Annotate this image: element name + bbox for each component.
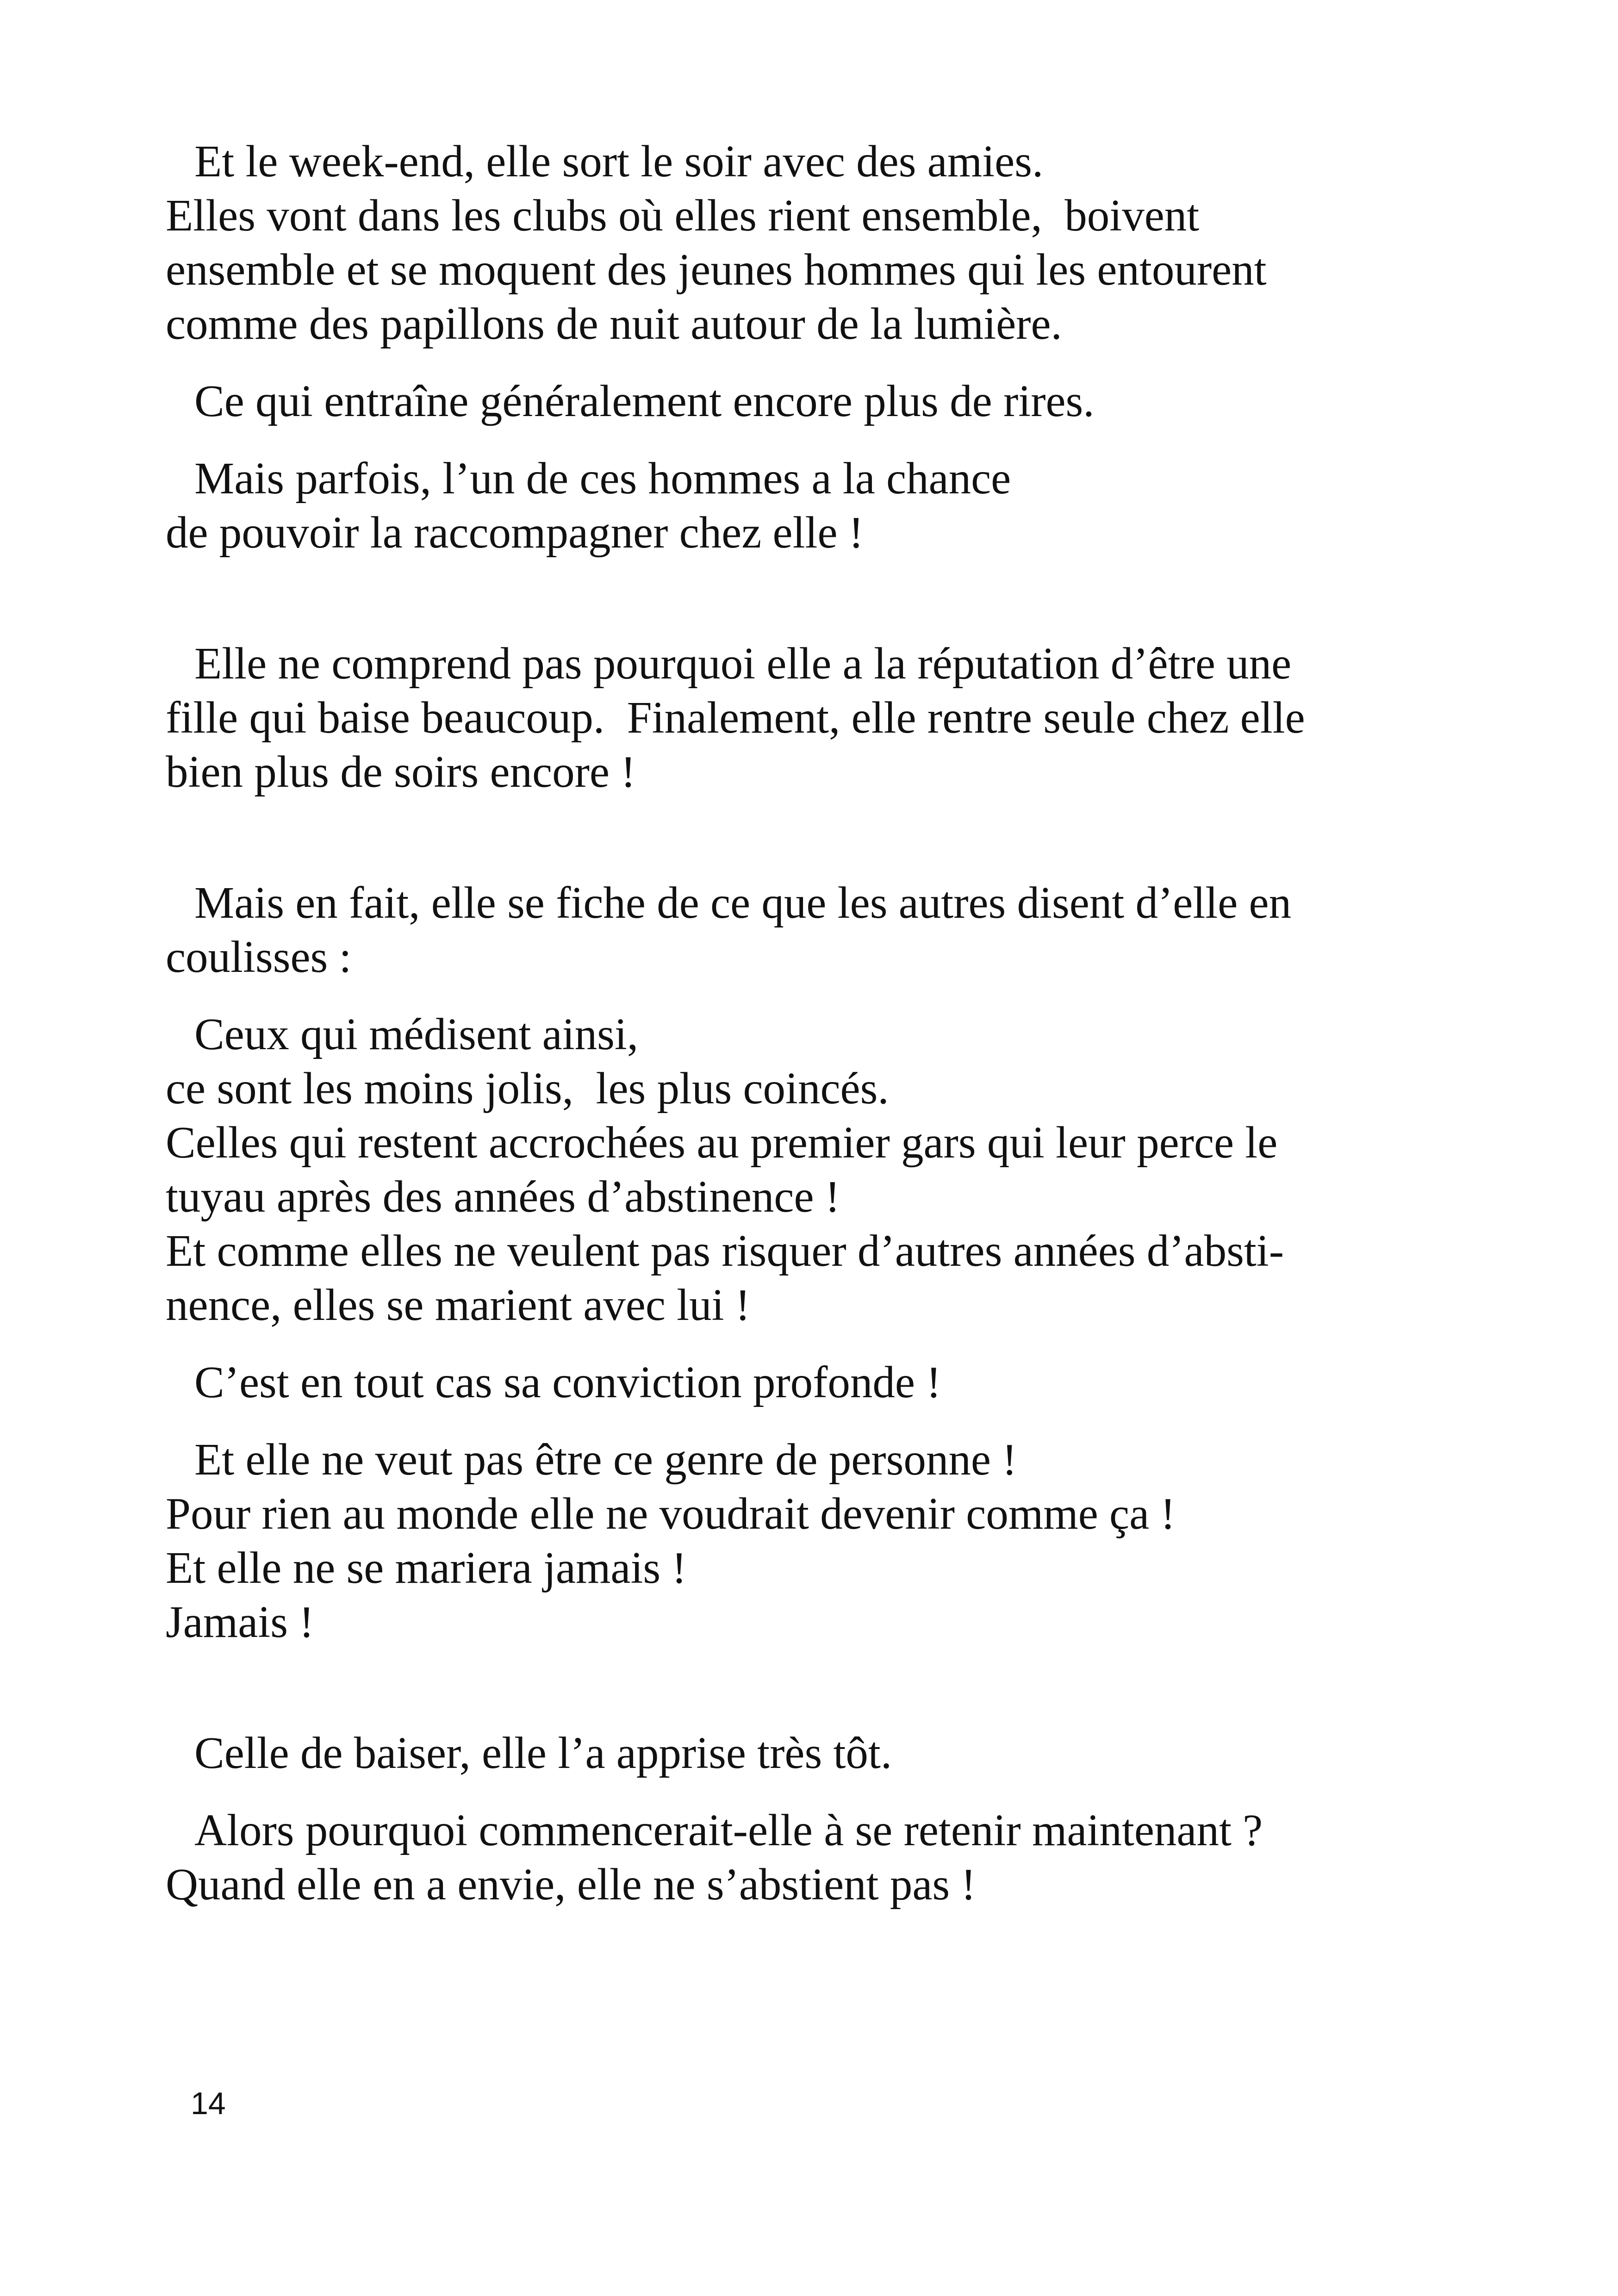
text-line: nence, elles se marient avec lui !: [166, 1280, 751, 1330]
text-line: Ce qui entraîne généralement encore plus de rires.: [194, 376, 1095, 426]
paragraph-coulisses: [166, 876, 1462, 984]
text-line: ensemble et se moquent des jeunes hommes qui les entourent: [166, 245, 1267, 294]
text-line: Pour rien au monde elle ne voudrait devenir comme ça !: [166, 1489, 1176, 1538]
paragraph-parfois: [166, 451, 1462, 560]
paragraph-spacer: [166, 1332, 1462, 1355]
text-line: Jamais !: [166, 1597, 314, 1647]
text-line: comme des papillons de nuit autour de la lumière.: [166, 299, 1062, 348]
text-line: fille qui baise beaucoup. Finalement, elle rentre seule chez elle: [166, 693, 1305, 742]
text-line: Alors pourquoi commencerait-elle à se retenir maintenant ?: [194, 1805, 1263, 1855]
text-line: tuyau après des années d’abstinence !: [166, 1172, 840, 1221]
paragraph-spacer: [166, 1409, 1462, 1432]
paragraph-medisent: [166, 1007, 1462, 1332]
paragraph-spacer: [166, 984, 1462, 1007]
paragraph-retenir: [166, 1803, 1462, 1911]
text-line: Et comme elles ne veulent pas risquer d’autres années d’absti-: [166, 1226, 1284, 1276]
text-line: Et elle ne se mariera jamais !: [166, 1543, 687, 1593]
section-spacer: [166, 1649, 1462, 1726]
page-number: 14: [191, 2086, 226, 2121]
paragraph-jamais: [166, 1432, 1462, 1649]
paragraph-baiser: [166, 1726, 1462, 1780]
paragraph-spacer: [166, 428, 1462, 451]
text-line: coulisses :: [166, 932, 352, 982]
text-line: Elles vont dans les clubs où elles rient ensemble, boivent: [166, 191, 1200, 240]
paragraph-reputation: [166, 636, 1462, 799]
text-line: Mais parfois, l’un de ces hommes a la chance: [194, 454, 1011, 503]
text-line: Mais en fait, elle se fiche de ce que les autres disent d’elle en: [194, 878, 1292, 927]
paragraph-conviction: [166, 1355, 1462, 1409]
text-line: de pouvoir la raccompagner chez elle !: [166, 508, 864, 557]
text-line: Ceux qui médisent ainsi,: [194, 1009, 639, 1059]
body-text: [166, 134, 1462, 1911]
text-line: C’est en tout cas sa conviction profonde !: [194, 1357, 941, 1407]
paragraph-spacer: [166, 1780, 1462, 1803]
paragraph-spacer: [166, 351, 1462, 374]
text-line: Celles qui restent accrochées au premier gars qui leur perce le: [166, 1118, 1278, 1167]
text-line: Quand elle en a envie, elle ne s’abstient pas !: [166, 1860, 976, 1909]
paragraph-weekend: [166, 134, 1462, 351]
text-line: Elle ne comprend pas pourquoi elle a la réputation d’être une: [194, 639, 1292, 688]
paragraph-rires: [166, 374, 1462, 428]
text-line: Et le week-end, elle sort le soir avec des amies.: [194, 137, 1044, 186]
section-spacer: [166, 560, 1462, 636]
text-line: Celle de baiser, elle l’a apprise très tôt.: [194, 1728, 892, 1778]
section-spacer: [166, 799, 1462, 876]
text-line: Et elle ne veut pas être ce genre de personne !: [194, 1435, 1017, 1484]
text-line: bien plus de soirs encore !: [166, 747, 636, 796]
text-line: ce sont les moins jolis, les plus coincés.: [166, 1064, 889, 1113]
